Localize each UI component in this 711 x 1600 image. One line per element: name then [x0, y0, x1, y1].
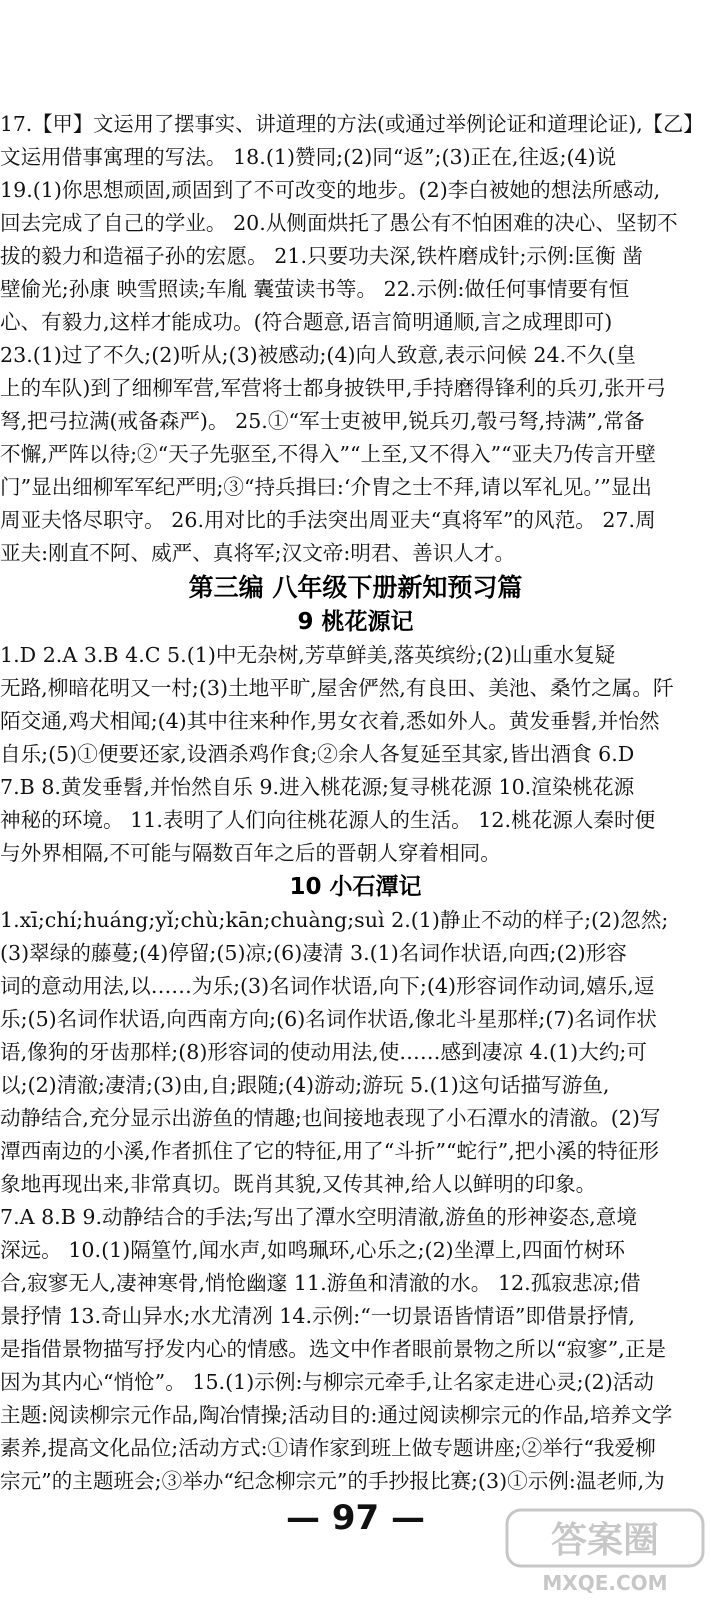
text-line: 1.D 2.A 3.B 4.C 5.(1)中无杂树,芳草鲜美,落英缤纷;(2)山重水复疑	[0, 643, 616, 667]
text-line: 7.B 8.黄发垂髫,并怡然自乐 9.进入桃花源;复寻桃花源 10.渲染桃花源	[0, 775, 635, 799]
text-line: 合,寂寥无人,凄神寒骨,悄怆幽邃 11.游鱼和清澈的水。 12.孤寂悲凉;借	[0, 1271, 641, 1295]
text-line: 以;(2)清澈;凄清;(3)由,自;跟随;(4)游动;游玩 5.(1)这句话描写游鱼,	[0, 1073, 610, 1097]
watermark-logo	[505, 1508, 705, 1594]
text-line: 17.【甲】文运用了摆事实、讲道理的方法(或通过举例论证和道理论证),【乙】	[0, 112, 704, 136]
text-line: 主题:阅读柳宗元作品,陶冶情操;活动目的:通过阅读柳宗元的作品,培养文学	[0, 1403, 673, 1427]
text-line: 不懈,严阵以待;②“天子先驱至,不得入”“上至,又不得入”“亚夫乃传言开壁	[0, 442, 656, 466]
text-line: 无路,柳暗花明又一村;(3)土地平旷,屋舍俨然,有良田、美池、桑竹之属。阡	[0, 676, 674, 700]
text-line: 词的意动用法,以……为乐;(3)名词作状语,向下;(4)形容词作动词,嬉乐,逗	[0, 974, 655, 998]
text-line: 素养,提高文化品位;活动方式:①请作家到班上做专题讲座;②举行“我爱柳	[0, 1436, 656, 1460]
text-line: 7.A 8.B 9.动静结合的手法;写出了潭水空明清澈,游鱼的形神姿态,意境	[0, 1205, 637, 1229]
text-line: 心、有毅力,这样才能成功。(符合题意,语言简明通顺,言之成理即可)	[0, 310, 613, 334]
text-line: 神秘的环境。 11.表明了人们向往桃花源人的生活。 12.桃花源人秦时便	[0, 808, 656, 832]
text-line: 景抒情 13.奇山异水;水尤清冽 14.示例:“一切景语皆情语”即借景抒情,	[0, 1304, 635, 1328]
text-line: 回去完成了自己的学业。 20.从侧面烘托了愚公有不怕困难的决心、坚韧不	[0, 211, 678, 235]
text-line: 自乐;(5)①便要还家,设酒杀鸡作食;②余人各复延至其家,皆出酒食 6.D	[0, 742, 635, 766]
section-heading: 第三编 八年级下册新知预习篇	[188, 573, 523, 602]
text-line: 动静结合,充分显示出游鱼的情趣;也间接地表现了小石潭水的清澈。(2)写	[0, 1106, 661, 1130]
text-line: 宗元”的主题班会;③举办“纪念柳宗元”的手抄报比赛;(3)①示例:温老师,为	[0, 1469, 665, 1493]
text-line: 门”显出细柳军军纪严明;③“持兵揖曰:‘介胄之士不拜,请以军礼见。’”显出	[0, 475, 653, 499]
text-line: 与外界相隔,不可能与隔数百年之后的晋朝人穿着相同。	[0, 841, 501, 865]
text-line: 潭西南边的小溪,作者抓住了它的特征,用了“斗折”“蛇行”,把小溪的特征形	[0, 1139, 659, 1163]
watermark-url: MXQE.COM	[542, 1571, 668, 1594]
lesson-heading: 10 小石潭记	[289, 874, 422, 900]
text-line: 1.xī;chí;huáng;yǐ;chù;kān;chuàng;suì 2.(1)静止不动的样子;(2)忽然;	[0, 908, 669, 932]
page-number: — 97 —	[286, 1498, 425, 1538]
lesson-heading: 9 桃花源记	[297, 609, 414, 635]
watermark-text: 答案圈	[550, 1520, 660, 1561]
text-line: 上的车队)到了细柳军营,军营将士都身披铁甲,手持磨得锋利的兵刃,张开弓	[0, 376, 667, 400]
text-line: 亚夫:刚直不阿、威严、真将军;汉文帝:明君、善识人才。	[0, 541, 516, 565]
text-line: 文运用借事寓理的写法。 18.(1)赞同;(2)同“返”;(3)正在,往返;(4)说	[0, 145, 617, 169]
text-line: 乐;(5)名词作状语,向西南方向;(6)名词作状语,像北斗星那样;(7)名词作状	[0, 1007, 657, 1031]
text-line: 深远。 10.(1)隔篁竹,闻水声,如鸣珮环,心乐之;(2)坐潭上,四面竹树环	[0, 1238, 626, 1262]
text-line: (3)翠绿的藤蔓;(4)停留;(5)凉;(6)凄清 3.(1)名词作状语,向西;(2)形容	[0, 941, 627, 965]
text-line: 是指借景物描写抒发内心的情感。选文中作者眼前景物之所以“寂寥”,正是	[0, 1337, 667, 1361]
text-line: 周亚夫恪尽职守。 26.用对比的手法突出周亚夫“真将军”的风范。 27.周	[0, 508, 656, 532]
text-line: 陌交通,鸡犬相闻;(4)其中往来种作,男女衣着,悉如外人。黄发垂髫,并怡然	[0, 709, 660, 733]
text-line: 语,像狗的牙齿那样;(8)形容词的使动用法,使……感到凄凉 4.(1)大约;可	[0, 1040, 647, 1064]
text-line: 19.(1)你思想顽固,顽固到了不可改变的地步。(2)李白被她的想法所感动,	[0, 178, 661, 202]
text-line: 因为其内心“悄怆”。 15.(1)示例:与柳宗元牵手,让名家走进心灵;(2)活动	[0, 1370, 654, 1394]
text-line: 弩,把弓拉满(戒备森严)。 25.①“军士吏被甲,锐兵刃,彀弓弩,持满”,常备	[0, 409, 645, 433]
text-line: 拔的毅力和造福子孙的宏愿。 21.只要功夫深,铁杵磨成针;示例:匡衡 凿	[0, 244, 643, 268]
text-line: 壁偷光;孙康 映雪照读;车胤 囊萤读书等。 22.示例:做任何事情要有恒	[0, 277, 630, 301]
text-line: 23.(1)过了不久;(2)听从;(3)被感动;(4)向人致意,表示问候 24.不久(皇	[0, 343, 637, 367]
text-line: 象地再现出来,非常真切。既肖其貌,又传其神,给人以鲜明的印象。	[0, 1172, 597, 1196]
